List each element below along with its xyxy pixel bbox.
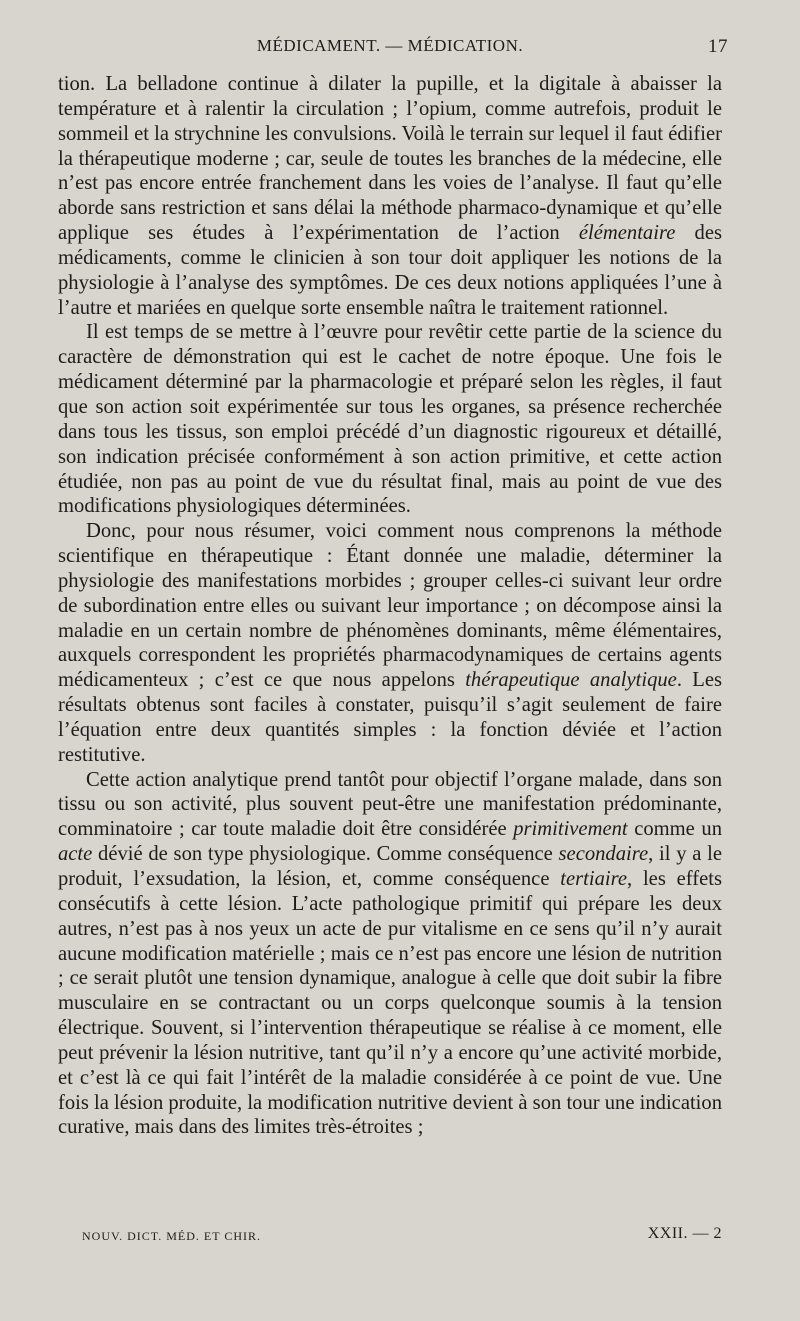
text-run: , il y a le produit, l’exsudation, la lésion, et, comme conséquence bbox=[58, 843, 722, 890]
paragraph bbox=[58, 320, 722, 519]
paragraph bbox=[58, 768, 722, 1141]
text-run: dévié de son type physiologique. Comme conséquence bbox=[92, 843, 559, 866]
italic-term: primitivement bbox=[513, 818, 628, 841]
paragraph bbox=[58, 519, 722, 767]
running-title: MÉDICAMENT. — MÉDICATION. bbox=[256, 36, 524, 55]
text-run: tion. La belladone continue à dilater la pupille, et la digitale à abaisser la température et à ralentir la circulation ; l’opium, comme autrefois, produit le sommeil et la strychnine les convulsions. Voilà le terrain sur lequel il faut édifier la thérapeutique moderne ; car, seule de toutes les branches de la médecine, elle n’est pas encore entrée franchement dans les voies de l’analyse. Il faut qu’elle aborde sans restriction et sans délai la méthode pharmaco-dynamique et qu’elle applique ses études à l’expérimentation de l’action bbox=[58, 73, 722, 245]
footer-signature: NOUV. DICT. MÉD. ET CHIR. bbox=[82, 1229, 262, 1243]
italic-term: thérapeutique analytique bbox=[465, 669, 677, 692]
italic-term: acte bbox=[58, 843, 93, 866]
text-run: , les effets consécutifs à cette lésion. L’acte pathologique primitif qui prépare les deux autres, n’est pas à nos yeux un acte de pur vitalisme en ce sens qu’il n’y aurait aucune modification matérielle ; mais ce n’est pas encore une lésion de nutrition ; ce serait plutôt une tension dynamique, analogue à celle que doit subir la fibre musculaire en se contractant ou un corps quelconque soumis à la tension électrique. Souvent, si l’intervention thérapeutique se réalise à ce moment, elle peut prévenir la lésion nutritive, tant qu’il n’y a encore qu’une activité morbide, et c’est là ce qui fait l’intérêt de la maladie considérée à ce point de vue. Une fois la lésion produite, la modification nutritive devient à son tour une indication curative, mais dans des limites très-étroites ; bbox=[58, 868, 722, 1139]
paragraph bbox=[58, 72, 722, 320]
footer-sheet-number: XXII. — 2 bbox=[647, 1225, 722, 1242]
italic-term: tertiaire bbox=[560, 868, 627, 890]
body-text bbox=[58, 72, 722, 1140]
text-run: Il est temps de se mettre à l’œuvre pour revêtir cette partie de la science du caractère de démonstration qui est le cachet de notre époque. Une fois le médicament déterminé par la pharmacologie et préparé selon les règles, il faut que son action soit expérimentée sur tous les organes, sa présence recherchée dans tous les tissus, son emploi précédé d’un diagnostic rigoureux et détaillé, son indication précisée conformément à son action primitive, et cette action étudiée, non pas au point de vue du résultat final, mais au point de vue des modifications physiologiques déterminées. bbox=[58, 321, 722, 518]
text-run: Donc, pour nous résumer, voici comment nous comprenons la méthode scientifique en thérapeutique : Étant donnée une maladie, déterminer la physiologie des manifestations morbides ; grouper celles-ci suivant leur ordre de subordination entre elles ou suivant leur importance ; on décompose ainsi la maladie en un certain nombre de phénomènes dominants, même élémentaires, auxquels correspondent les propriétés pharmacodynamiques de certains agents médicamenteux ; c’est ce que nous appelons bbox=[58, 520, 722, 692]
running-header bbox=[58, 32, 728, 72]
text-run: comme un bbox=[627, 818, 722, 841]
italic-term: élémentaire bbox=[578, 222, 676, 245]
text-run: . Les résultats obtenus sont faciles à constater, puisqu’il s’agit seulement de faire l’équation entre deux quantités simples : la fonction déviée et l’action restitutive. bbox=[58, 669, 722, 766]
page-number: 17 bbox=[708, 36, 728, 57]
italic-term: secondaire bbox=[558, 843, 649, 866]
text-run: des médicaments, comme le clinicien à son tour doit appliquer les notions de la physiologie à l’analyse des symptômes. De ces deux notions appliquées l’une à l’autre et mariées en quelque sorte ensemble naîtra le traitement rationnel. bbox=[58, 222, 722, 319]
text-run: Cette action analytique prend tantôt pour objectif l’organe malade, dans son tissu ou son activité, plus souvent peut-être une manifestation prédominante, comminatoire ; car toute maladie doit être considérée bbox=[58, 768, 722, 841]
